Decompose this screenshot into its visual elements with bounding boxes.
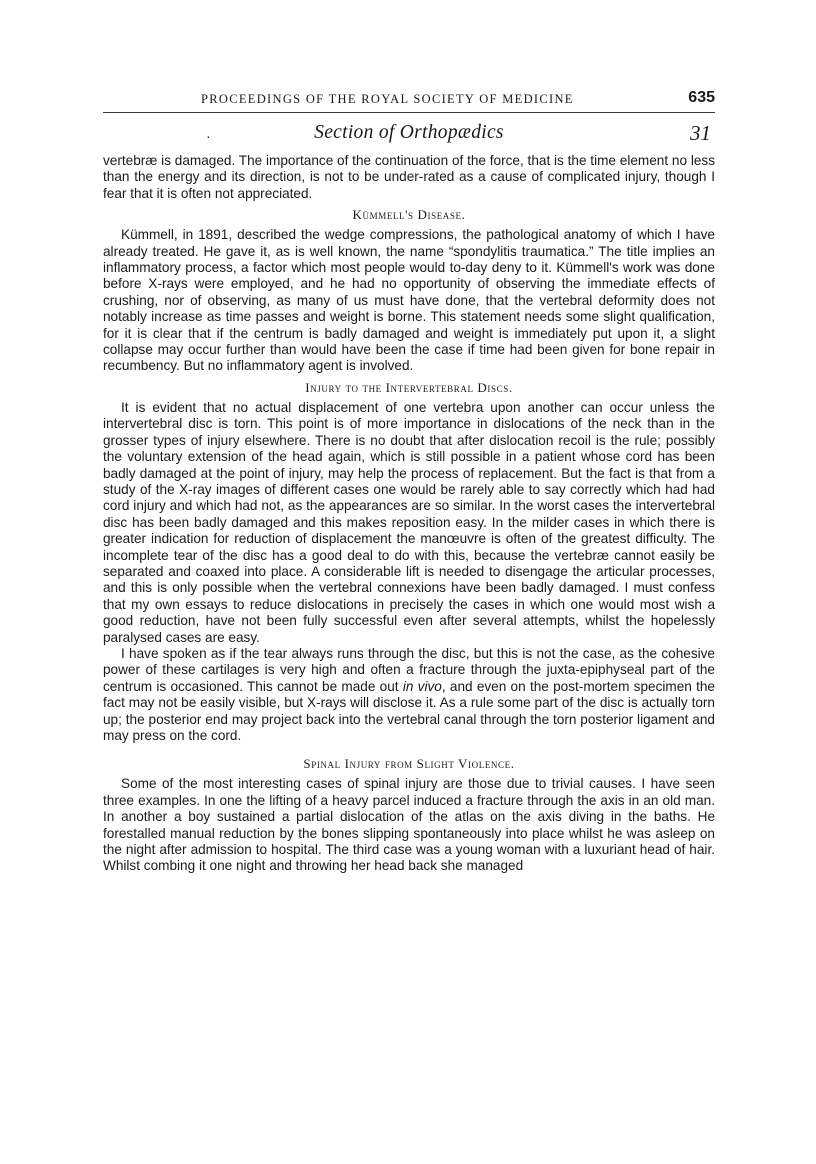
- paragraph-discs-2-part-b: , and even on the post-mortem specimen the fact may not be easily visible, but X-rays will disclose it. As a rule some part of the disc is actually torn up; the posterior end may project back into the vertebral canal through the torn posterior ligament and may press on the cord.: [103, 678, 715, 743]
- paragraph-discs-2: [103, 646, 715, 744]
- paragraph-discs-2-part-a: I have spoken as if the tear always runs through the disc, but this is not the case, as the cohesive power of these cartilages is very high and often a fracture through the juxta-epiphyseal part of the centrum is occasioned. This cannot be made out: [103, 645, 715, 694]
- heading-kummells-disease: [103, 207, 715, 223]
- running-head: [103, 88, 715, 113]
- paragraph-discs-1: It is evident that no actual displacement of one vertebra upon another can occur unless the intervertebral disc is torn. This point is of more importance in dislocations of the neck than in the grosser types of injury elsewhere. There is no doubt that after dislocation recoil is the rule; possibly the voluntary extension of the head again, which is still possible in a patient whose cord has been badly damaged at the point of injury, may help the process of replacement. But the fact is that from a study of the X-ray images of different cases one would be rarely able to say correctly which had had cord injury and which had not, as the appearances are so similar. In the worst cases the intervertebral disc has been badly damaged and this makes reposition easy. In the milder cases in which there is greater indication for reduction of displacement the manœuvre is often of the greatest difficulty. The incomplete tear of the disc has a good deal to do with this, because the vertebræ cannot easily be separated and coaxed into place. A considerable lift is needed to disengage the articular processes, and this is only possible when the vertebral connexions have been badly damaged. I must confess that my own essays to reduce dislocations in precisely the cases in which one would most wish a good reduction, have not been fully successful even after several attempts, whilst the hopelessly paralysed cases are easy.: [103, 399, 715, 645]
- heading-intervertebral-discs-text: Injury to the Intervertebral Discs.: [305, 379, 513, 395]
- paragraph-intro: vertebræ is damaged. The importance of the continuation of the force, that is the time element no less than the energy and its direction, is not to be under-rated as a cause of complicated injury, though I fear that it is often not appreciated.: [103, 153, 715, 201]
- paragraph-kummell: Kümmell, in 1891, described the wedge compressions, the pathological anatomy of which I have already treated. He gave it, as is well known, the name “spondylitis traumatica.” The title implies an inflammatory process, a factor which most people would to-day deny to it. Kümmell's work was done before X-rays were employed, and he had no opportunity of observing the immediate effects of crushing, nor of observing, as many of us must have done, that the vertebral deformity does not notably increase as time passes and weight is borne. This statement needs some slight qualification, for it is clear that if the centrum is badly damaged and weight is immediately put upon it, a slight collapse may occur further than would have been the case if time had been given for bone repair in recumbency. But no inflammatory agent is involved.: [103, 227, 715, 374]
- article-body: [103, 153, 715, 875]
- section-number: 31: [690, 121, 711, 145]
- section-header: [103, 119, 715, 153]
- section-title: Section of Orthopædics: [314, 122, 504, 143]
- journal-page: [103, 88, 715, 875]
- page-number: 635: [688, 89, 715, 106]
- heading-kummells-disease-text: Kümmell's Disease.: [352, 207, 466, 223]
- heading-intervertebral-discs: [103, 380, 715, 396]
- journal-title: PROCEEDINGS OF THE ROYAL SOCIETY OF MEDICINE: [201, 92, 574, 106]
- paragraph-discs-2-italic: in vivo: [402, 678, 442, 694]
- paragraph-spinal: Some of the most interesting cases of spinal injury are those due to trivial causes. I have seen three examples. In one the lifting of a heavy parcel induced a fracture through the axis in an old man. In another a boy sustained a partial dislocation of the atlas on the axis diving in the baths. He forestalled manual reduction by the bones slipping spontaneously into place whilst he was asleep on the night after admission to hospital. The third case was a young woman with a luxuriant head of hair. Whilst combing it one night and throwing her head back she managed: [103, 776, 715, 874]
- heading-spinal-injury: [103, 756, 715, 772]
- heading-spinal-injury-text: Spinal Injury from Slight Violence.: [303, 756, 515, 772]
- stray-mark: ·: [206, 131, 211, 146]
